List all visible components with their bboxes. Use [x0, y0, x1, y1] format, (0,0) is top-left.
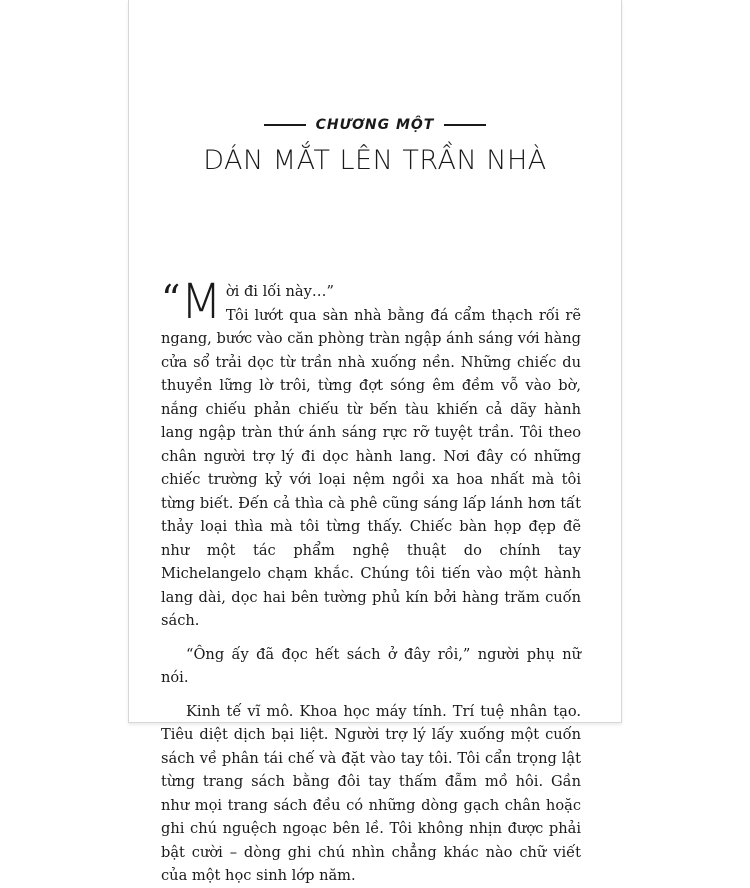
- book-page: [128, 0, 622, 884]
- paragraph-3: Kinh tế vĩ mô. Khoa học máy tính. Trí tuệ nhân tạo. Tiêu diệt dịch bại liệt. Người trợ lý lấy xuống một cuốn sách về phân tái chế và đặt vào tay tôi. Tôi cẩn trọng lật từng trang sách bằng đôi tay thấm đẫm mồ hôi. Gần như mọi trang sách đều có những dòng gạch chân hoặc ghi chú nguệch ngoạc bên lề. Tôi không nhịn được phải bật cười – dòng ghi chú nhìn chẳng khác nào chữ viết của một học sinh lớp năm.: [161, 702, 581, 884]
- chapter-title: DÁN MẮT LÊN TRẦN NHÀ: [203, 145, 547, 176]
- drop-cap-block: [161, 274, 222, 330]
- opening-paragraph: [161, 274, 581, 633]
- paragraph-1: Tôi lướt qua sàn nhà bằng đá cẩm thạch rối rẽ ngang, bước vào căn phòng tràn ngập ánh sáng với hàng cửa sổ trải dọc từ trần nhà xuống nền. Những chiếc du thuyền lững lờ trôi, từng đợt sóng êm đềm vỗ vào bờ, nắng chiếu phản chiếu từ bến tàu khiến cả dãy hành lang ngập tràn thứ ánh sáng rực rỡ tuyệt trần. Tôi theo chân người trợ lý đi dọc hành lang. Nơi đây có những chiếc trường kỷ với loại nệm ngồi xa hoa nhất mà tôi từng biết. Đến cả thìa cà phê cũng sáng lấp lánh hơn tất thảy loại thìa mà tôi từng thấy. Chiếc bàn họp đẹp đẽ như một tác phẩm nghệ thuật do chính tay Michelangelo chạm khắc. Chúng tôi tiến vào một hành lang dài, dọc hai bên tường phủ kín bởi hàng trăm cuốn sách.: [161, 306, 581, 629]
- left-rule: [264, 124, 306, 126]
- drop-cap: M: [180, 274, 222, 330]
- chapter-label: CHƯƠNG MỘT: [315, 117, 435, 133]
- paragraph-2: “Ông ấy đã đọc hết sách ở đây rồi,” người phụ nữ nói.: [161, 645, 581, 686]
- right-rule: [444, 124, 486, 126]
- chapter-heading: [129, 117, 621, 133]
- body-text: [161, 274, 581, 888]
- first-line: ời đi lối này…”: [225, 283, 334, 300]
- open-quote: “: [161, 277, 181, 321]
